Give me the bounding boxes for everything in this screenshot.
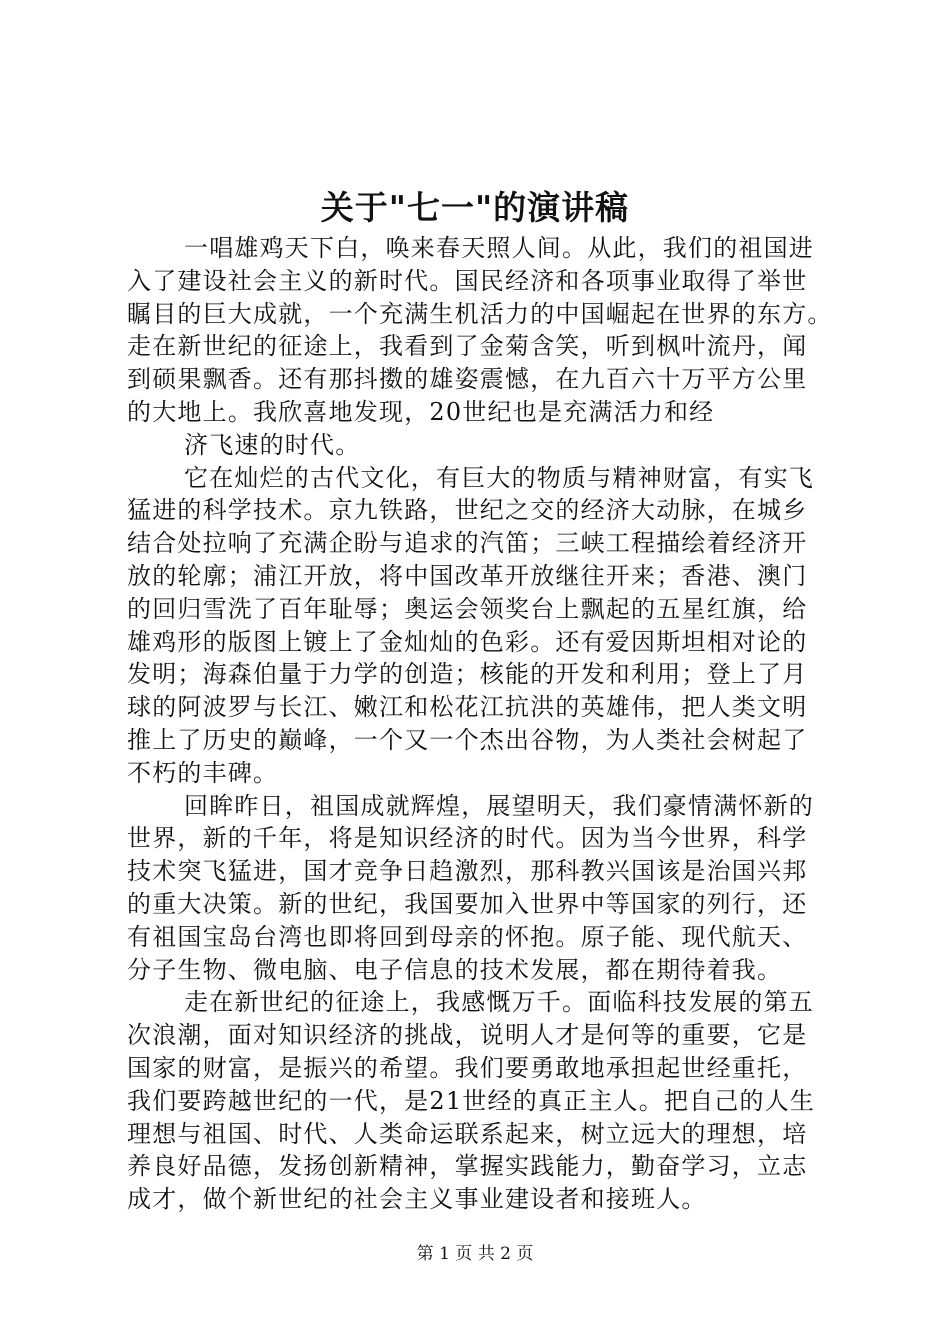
text-line: 一唱雄鸡天下白，唤来春天照人间。从此，我们的祖国进 [184, 234, 814, 262]
text-line: 的回归雪洗了百年耻辱；奥运会领奖台上飘起的五星红旗，给 [127, 594, 808, 623]
text-line: 到硕果飘香。还有那抖擞的雄姿震憾，在九百六十万平方公里 [127, 365, 808, 394]
text-line: 技术突飞猛进，国才竞争日趋激烈，那科教兴国该是治国兴邦 [127, 857, 808, 886]
text-line: 分子生物、微电脑、电子信息的技术发展，都在期待着我。 [127, 955, 783, 984]
text-line: 有祖国宝岛台湾也即将回到母亲的怀抱。原子能、现代航天、 [127, 922, 808, 951]
text-line: 走在新世纪的征途上，我看到了金菊含笑，听到枫叶流丹，闻 [127, 332, 808, 361]
text-line: 放的轮廓；浦江开放，将中国改革开放继往开来；香港、澳门 [127, 561, 808, 590]
text-line: 走在新世纪的征途上，我感慨万千。面临科技发展的第五 [184, 988, 814, 1017]
text-line: 推上了历史的巅峰，一个又一个杰出谷物，为人类社会树起了 [127, 725, 808, 754]
document-body [127, 232, 857, 1216]
text-line: 回眸昨日，祖国成就辉煌，展望明天，我们豪情满怀新的 [184, 791, 814, 820]
text-line: 球的阿波罗与长江、嫩江和松花江抗洪的英雄伟，把人类文明 [127, 693, 808, 722]
page-footer: 第 1 页 共 2 页 [416, 1244, 534, 1264]
text-line: 入了建设社会主义的新时代。国民经济和各项事业取得了举世 [127, 266, 808, 295]
text-line: 不朽的丰碑。 [127, 758, 279, 787]
text-line: 猛进的科学技术。京九铁路，世纪之交的经济大动脉，在城乡 [127, 496, 808, 525]
text-line: 我们要跨越世纪的一代，是21世经的真正主人。把自己的人生 [127, 1086, 816, 1115]
text-line: 的大地上。我欣喜地发现，20世纪也是充满活力和经 [127, 397, 715, 426]
text-line: 国家的财富，是振兴的希望。我们要勇敢地承担起世经重托， [127, 1053, 808, 1082]
text-line: 世界，新的千年，将是知识经济的时代。因为当今世界，科学 [127, 824, 808, 853]
text-line: 养良好品德，发扬创新精神，掌握实践能力，勤奋学习，立志 [127, 1152, 808, 1181]
text-line: 它在灿烂的古代文化，有巨大的物质与精神财富，有实飞 [184, 463, 814, 492]
text-line: 瞩目的巨大成就，一个充满生机活力的中国崛起在世界的东方。 [127, 299, 833, 328]
text-line: 结合处拉响了充满企盼与追求的汽笛；三峡工程描绘着经济开 [127, 529, 808, 558]
text-line: 雄鸡形的版图上镀上了金灿灿的色彩。还有爱因斯坦相对论的 [127, 627, 808, 656]
text-line: 的重大决策。新的世纪，我国要加入世界中等国家的列行，还 [127, 889, 808, 918]
text-line: 成才，做个新世纪的社会主义事业建设者和接班人。 [127, 1185, 707, 1214]
text-line: 发明；海森伯量于力学的创造；核能的开发和利用；登上了月 [127, 660, 808, 689]
text-line: 次浪潮，面对知识经济的挑战，说明人才是何等的重要，它是 [127, 1021, 808, 1050]
text-line: 理想与祖国、时代、人类命运联系起来，树立远大的理想，培 [127, 1119, 808, 1148]
document-title: 关于"七一"的演讲稿 [320, 188, 630, 227]
text-line: 济飞速的时代。 [184, 430, 361, 459]
